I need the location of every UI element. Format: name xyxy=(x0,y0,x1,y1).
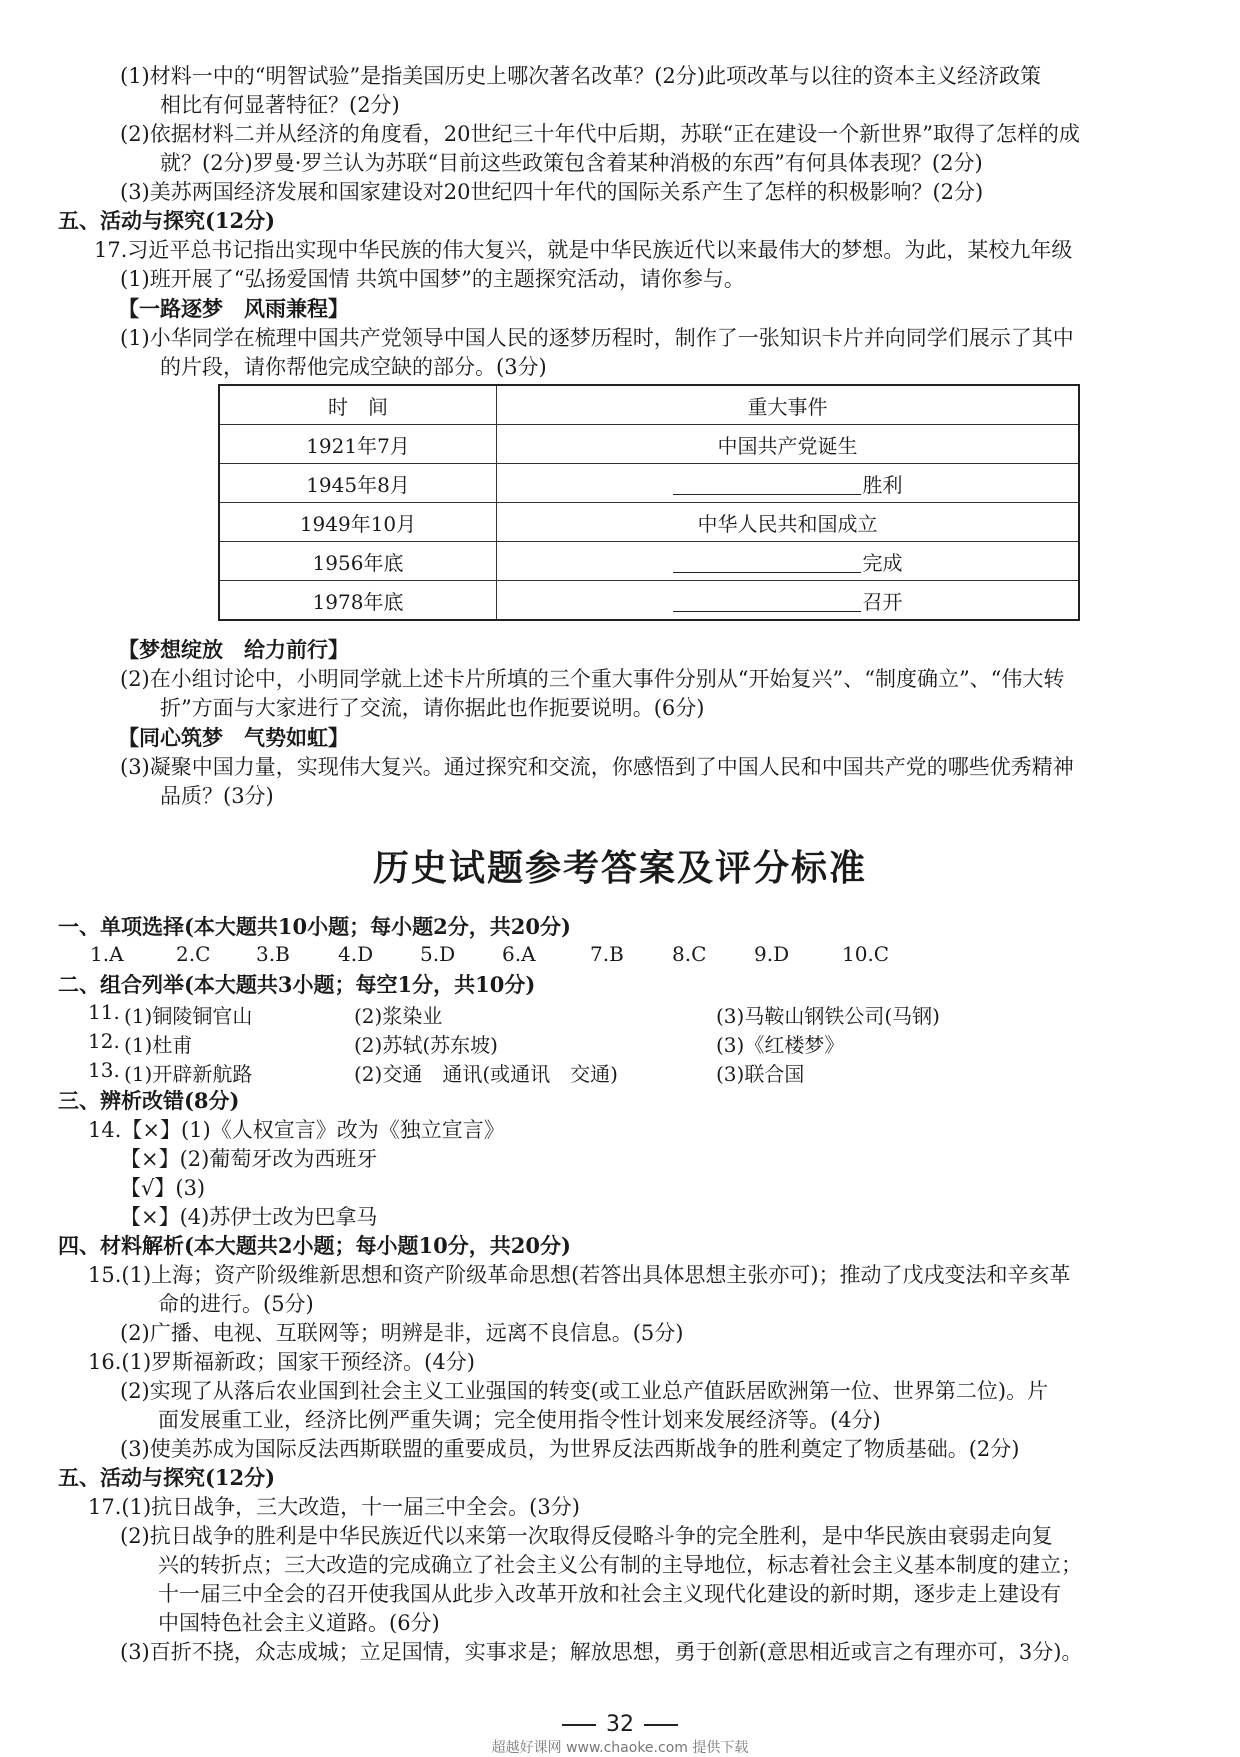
table-row xyxy=(219,503,1079,542)
answer-cell: (3)《红楼梦》 xyxy=(716,1033,845,1057)
answers-section2-heading: 二、组合列举(本大题共3小题；每空1分，共10分) xyxy=(58,972,536,997)
mc-answer: 3.B xyxy=(256,942,290,966)
answer-17-3: (3)百折不挠，众志成城；立足国情，实事求是；解放思想，勇于创新(意思相近或言之有理亦可，3分)。 xyxy=(120,1640,1083,1664)
mc-answer: 7.B xyxy=(590,942,624,966)
row-time: 1921年7月 xyxy=(219,425,497,464)
answer-17-2-line1: (2)抗日战争的胜利是中华民族近代以来第一次取得反侵略斗争的完全胜利，是中华民族由衰弱走向复 xyxy=(120,1524,1053,1548)
mc-answer: 6.A xyxy=(502,942,536,966)
mc-answer: 4.D xyxy=(338,942,374,966)
row-event-suffix: 胜利 xyxy=(862,472,903,497)
answer-cell: (1)杜甫 xyxy=(124,1033,193,1057)
answer-cell: (1)铜陵铜官山 xyxy=(124,1004,253,1028)
answer-14-3: 【√】(3) xyxy=(120,1176,206,1200)
row-event-with-blank xyxy=(497,542,1080,581)
answer-key-title: 历史试题参考答案及评分标准 xyxy=(372,848,867,889)
sub1-q-line1: (1)小华同学在梳理中国共产党领导中国人民的逐梦历程时，制作了一张知识卡片并向同学们展示了其中 xyxy=(120,326,1074,350)
mc-answer: 2.C xyxy=(176,942,211,966)
row-event-suffix: 完成 xyxy=(862,550,903,575)
sub2-q-line1: (2)在小组讨论中，小明同学就上述卡片所填的三个重大事件分别从“开始复兴”、“制度确立”、“伟大转 xyxy=(120,667,1065,691)
answers-section1-heading: 一、单项选择(本大题共10小题；每小题2分，共20分) xyxy=(58,914,571,939)
table-row xyxy=(219,425,1079,464)
answer-16-2-line2: 面发展重工业，经济比例严重失调；完全使用指令性计划来发展经济等。(4分) xyxy=(158,1408,881,1432)
answer-blank xyxy=(673,591,861,612)
answer-14-2: 【×】(2)葡萄牙改为西班牙 xyxy=(120,1147,378,1171)
answer-14-1: 14.【×】(1)《人权宣言》改为《独立宣言》 xyxy=(88,1118,505,1142)
row-time: 1949年10月 xyxy=(219,503,497,542)
answer-number: 13. xyxy=(88,1058,120,1082)
answer-15-1-line1: 15.(1)上海；资产阶级维新思想和资产阶级革命思想(若答出具体思想主张亦可)；推动了戊戌变法和辛亥革 xyxy=(88,1263,1071,1287)
answer-cell: (1)开辟新航路 xyxy=(124,1062,253,1086)
answer-cell: (3)马鞍山钢铁公司(马钢) xyxy=(716,1004,940,1028)
footer-dash-left xyxy=(562,1724,596,1726)
q16-3-line1: (3)美苏两国经济发展和国家建设对20世纪四十年代的国际关系产生了怎样的积极影响？(2分) xyxy=(120,180,984,204)
subsection2-title: 【梦想绽放 给力前行】 xyxy=(118,637,349,662)
answer-number: 12. xyxy=(88,1029,120,1053)
answer-cell: (2)交通 通讯(或通讯 交通) xyxy=(354,1062,618,1086)
sub1-q-line2: 的片段，请你帮他完成空缺的部分。(3分) xyxy=(160,355,547,379)
table-row xyxy=(219,581,1079,621)
answer-cell: (2)浆染业 xyxy=(354,1004,443,1028)
row-event-with-blank xyxy=(497,581,1080,621)
source-watermark: 超越好课网 www.chaoke.com 提供下载 xyxy=(491,1740,749,1756)
answer-cell: (2)苏轼(苏东坡) xyxy=(354,1033,498,1057)
answer-17-1: 17.(1)抗日战争，三大改造，十一届三中全会。(3分) xyxy=(88,1495,580,1519)
sub2-q-line2: 折”方面与大家进行了交流，请你据此也作扼要说明。(6分) xyxy=(160,696,705,720)
mc-answer: 1.A xyxy=(90,942,124,966)
mc-answer: 5.D xyxy=(420,942,456,966)
answers-section5-heading: 五、活动与探究(12分) xyxy=(58,1465,276,1490)
answers-section4-heading: 四、材料解析(本大题共2小题；每小题10分，共20分) xyxy=(58,1233,571,1258)
table-row xyxy=(219,542,1079,581)
header-time: 时 间 xyxy=(219,385,497,425)
row-event: 中国共产党诞生 xyxy=(497,425,1080,464)
footer-dash-right xyxy=(644,1724,678,1726)
q17-line2: (1)班开展了“弘扬爱国情 共筑中国梦”的主题探究活动，请你参与。 xyxy=(120,267,745,291)
row-event: 中华人民共和国成立 xyxy=(497,503,1080,542)
answer-cell: (3)联合国 xyxy=(716,1062,805,1086)
answer-16-1: 16.(1)罗斯福新政；国家干预经济。(4分) xyxy=(88,1350,475,1374)
subsection3-title: 【同心筑梦 气势如虹】 xyxy=(118,725,349,750)
row-event-with-blank xyxy=(497,464,1080,503)
sub3-q-line1: (3)凝聚中国力量，实现伟大复兴。通过探究和交流，你感悟到了中国人民和中国共产党的哪些优秀精神 xyxy=(120,755,1074,779)
answer-blank xyxy=(673,552,861,573)
answers-section3-heading: 三、辨析改错(8分) xyxy=(58,1088,240,1113)
answer-15-1-line2: 命的进行。(5分) xyxy=(158,1292,314,1316)
q17-line1: 17.习近平总书记指出实现中华民族的伟大复兴，就是中华民族近代以来最伟大的梦想。为此，某校九年级 xyxy=(94,238,1073,262)
q16-1-line2: 相比有何显著特征？(2分) xyxy=(160,93,400,117)
answer-blank xyxy=(673,474,861,495)
mc-answer: 9.D xyxy=(754,942,790,966)
page-number: 32 xyxy=(606,1712,634,1737)
subsection1-title: 【一路逐梦 风雨兼程】 xyxy=(118,296,349,321)
row-time: 1956年底 xyxy=(219,542,497,581)
q16-1-line1: (1)材料一中的“明智试验”是指美国历史上哪次著名改革？(2分)此项改革与以往的资本主义经济政策 xyxy=(120,64,1041,88)
header-event: 重大事件 xyxy=(497,385,1080,425)
answer-17-2-line4: 中国特色社会主义道路。(6分) xyxy=(158,1611,440,1635)
mc-answer: 8.C xyxy=(672,942,707,966)
answer-16-3: (3)使美苏成为国际反法西斯联盟的重要成员，为世界反法西斯战争的胜利奠定了物质基础。(2分) xyxy=(120,1437,1020,1461)
section5-heading: 五、活动与探究(12分) xyxy=(58,208,276,233)
answer-15-2: (2)广播、电视、互联网等；明辨是非，远离不良信息。(5分) xyxy=(120,1321,684,1345)
mc-answer: 10.C xyxy=(842,942,890,966)
answer-17-2-line2: 兴的转折点；三大改造的完成确立了社会主义公有制的主导地位，标志着社会主义基本制度的建立； xyxy=(158,1553,1082,1577)
row-time: 1978年底 xyxy=(219,581,497,621)
answer-17-2-line3: 十一届三中全会的召开使我国从此步入改革开放和社会主义现代化建设的新时期，逐步走上建设有 xyxy=(158,1582,1061,1606)
q16-2-line1: (2)依据材料二并从经济的角度看，20世纪三十年代中后期，苏联“正在建设一个新世界”取得了怎样的成 xyxy=(120,122,1080,146)
page-footer xyxy=(0,1712,1240,1737)
table-header-row xyxy=(219,385,1079,425)
answer-14-4: 【×】(4)苏伊士改为巴拿马 xyxy=(120,1205,378,1229)
answer-16-2-line1: (2)实现了从落后农业国到社会主义工业强国的转变(或工业总产值跃居欧洲第一位、世界第二位)。片 xyxy=(120,1379,1049,1403)
knowledge-card-table xyxy=(218,384,1080,621)
row-time: 1945年8月 xyxy=(219,464,497,503)
answer-number: 11. xyxy=(88,1000,120,1024)
table-row xyxy=(219,464,1079,503)
row-event-suffix: 召开 xyxy=(862,589,903,614)
sub3-q-line2: 品质？(3分) xyxy=(160,784,274,808)
q16-2-line2: 就？(2分)罗曼·罗兰认为苏联“目前这些政策包含着某种消极的东西”有何具体表现？(2分) xyxy=(160,151,983,175)
